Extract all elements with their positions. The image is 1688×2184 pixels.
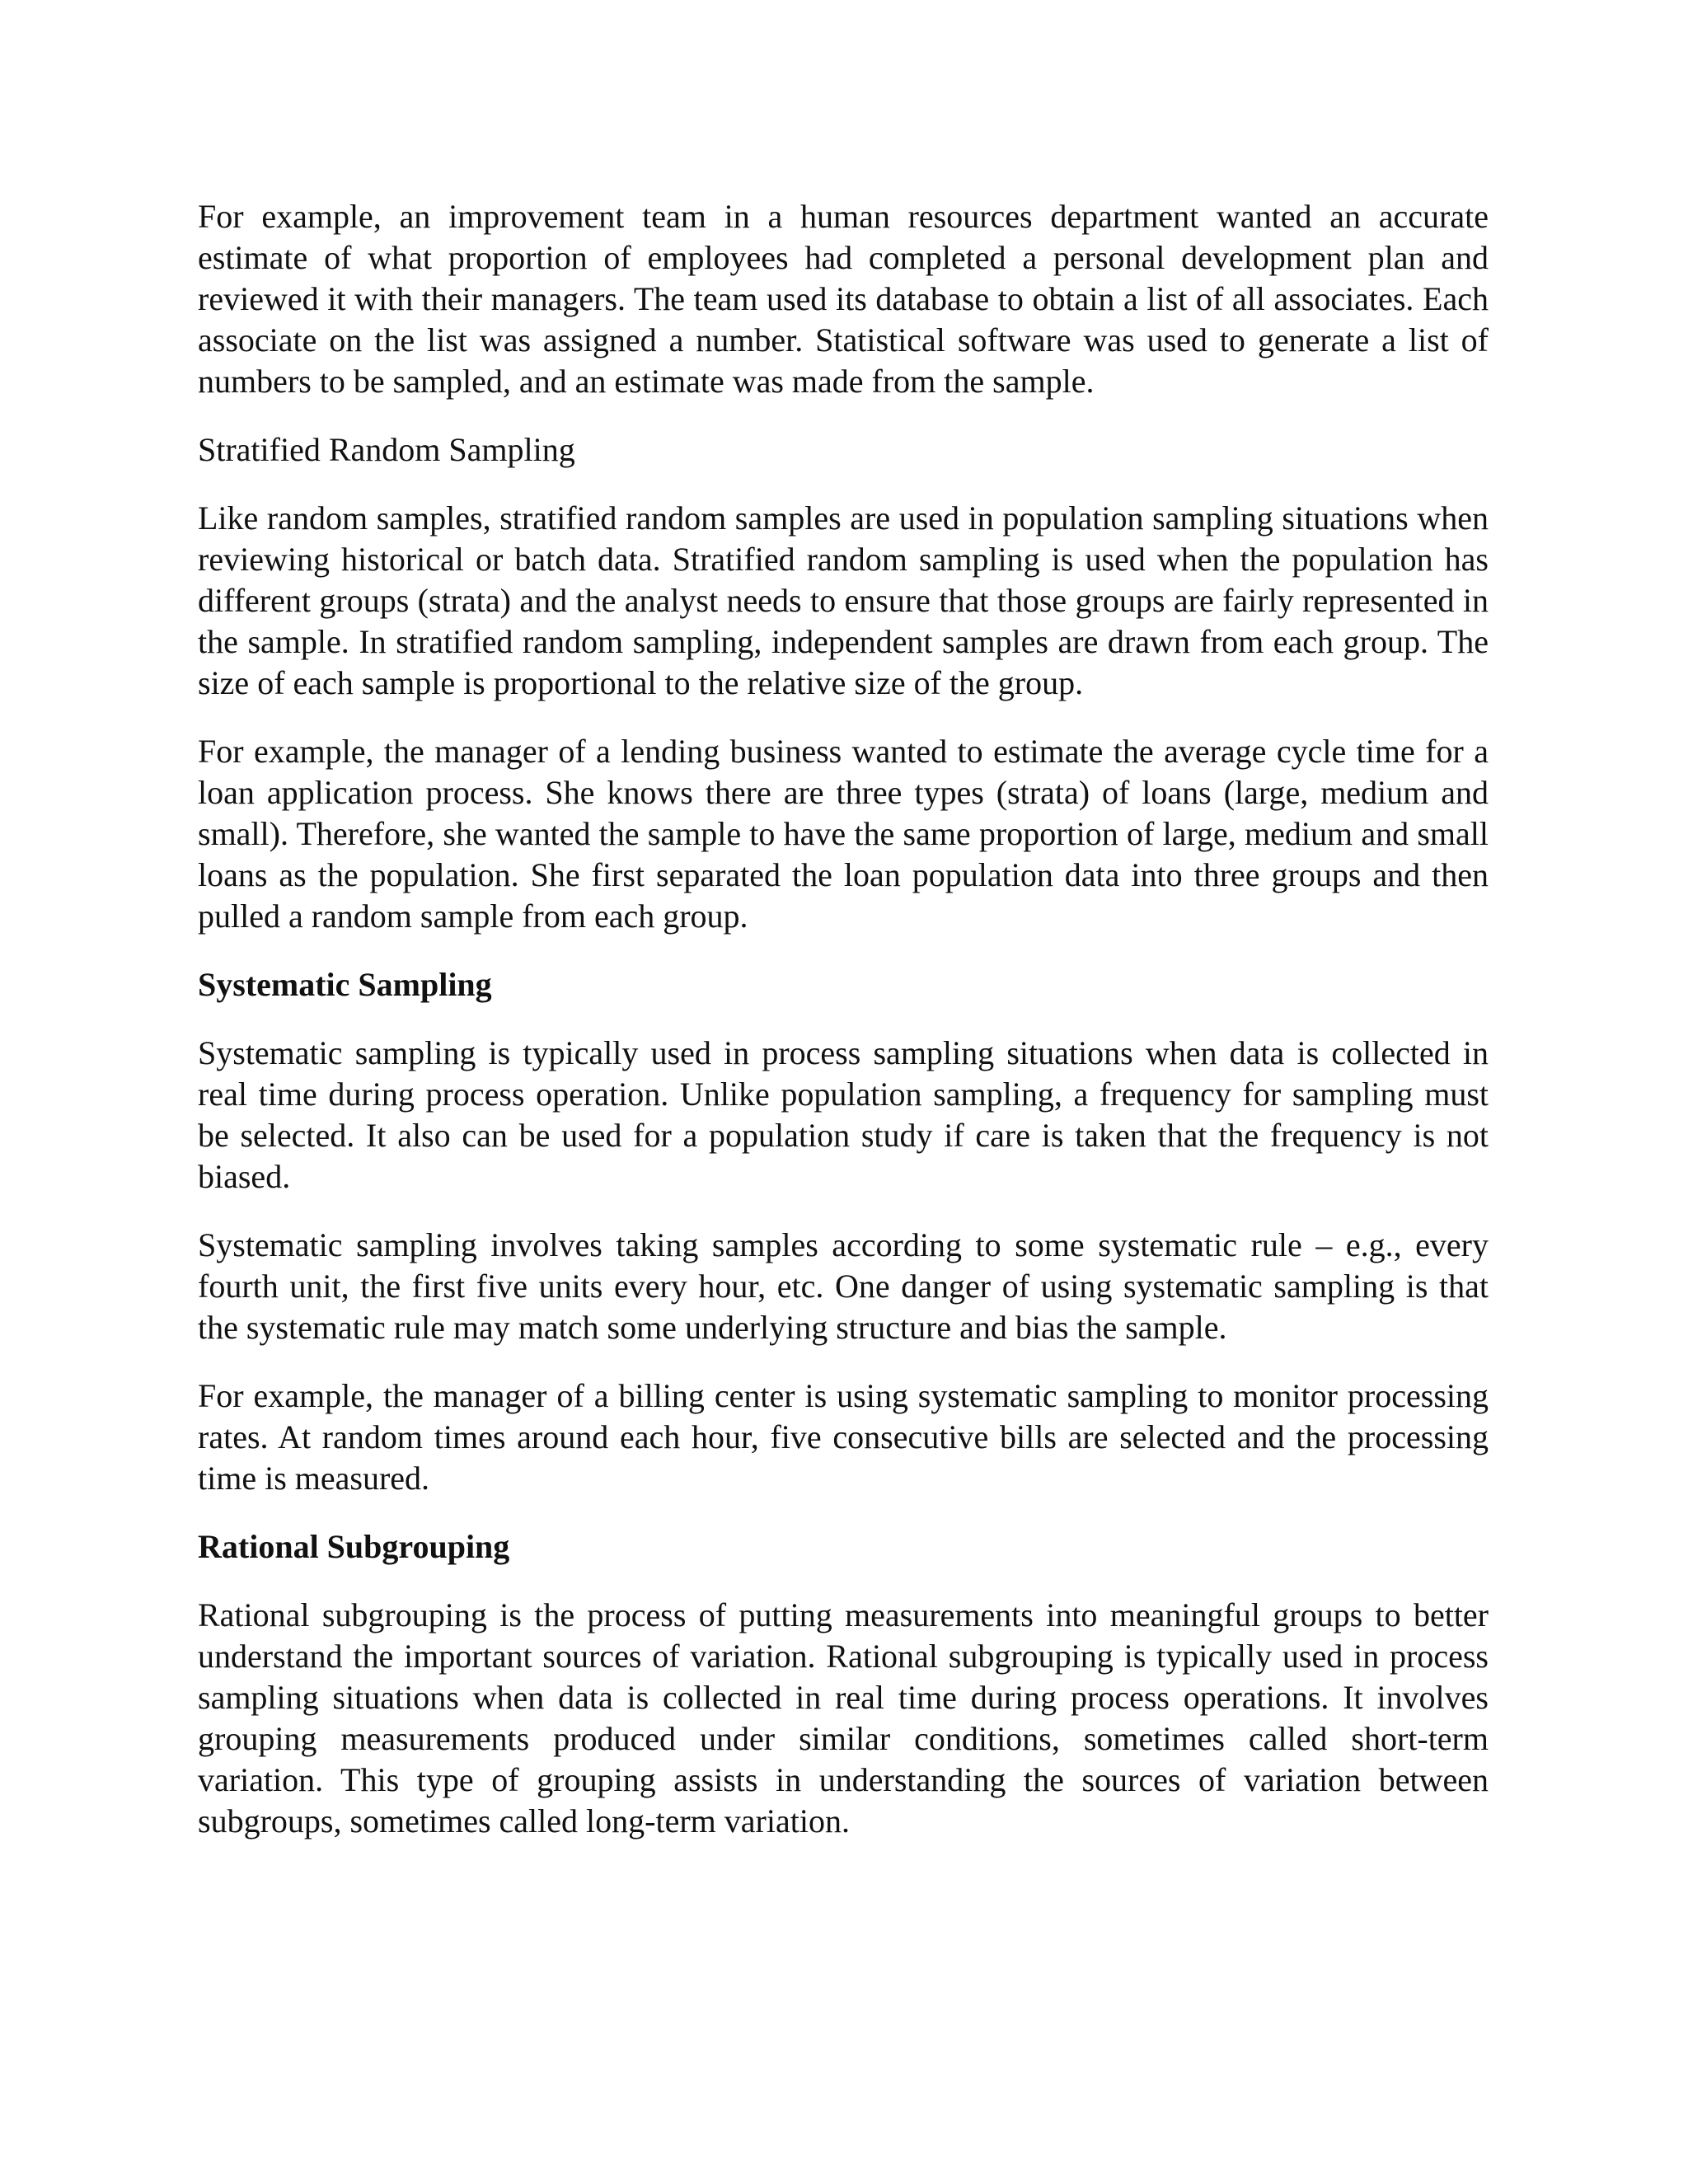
heading-rational-subgrouping: Rational Subgrouping [198, 1528, 510, 1565]
heading-stratified-random-sampling: Stratified Random Sampling [198, 431, 575, 468]
paragraph-hr-example: For example, an improvement team in a human resources department wanted an accurate estimate of what proportion of employees had completed a personal development plan and reviewed it with their managers. The team used its database to obtain a list of all associates. Each associate on the list was assigned a number. Statistical software was used to generate a list of numbers to be sampled, and an estimate was made from the sample. [198, 198, 1489, 400]
paragraph-billing-example: For example, the manager of a billing center is using systematic sampling to monitor processing rates. At random times around each hour, five consecutive bills are selected and the processing time is measured. [198, 1377, 1489, 1497]
document-page [198, 196, 1489, 1869]
paragraph-rational-subgrouping: Rational subgrouping is the process of putting measurements into meaningful groups to better understand the important sources of variation. Rational subgrouping is typically used in process sampling situations when data is collected in real time during process operations. It involves grouping measurements produced under similar conditions, sometimes called short-term variation. This type of grouping assists in understanding the sources of variation between subgroups, sometimes called long-term variation. [198, 1596, 1489, 1840]
paragraph-lending-example: For example, the manager of a lending business wanted to estimate the average cycle time for a loan application process. She knows there are three types (strata) of loans (large, medium and small). Therefore, she wanted the sample to have the same proportion of large, medium and small loans as the population. She first separated the loan population data into three groups and then pulled a random sample from each group. [198, 733, 1489, 935]
paragraph-systematic-rule: Systematic sampling involves taking samples according to some systematic rule – e.g., every fourth unit, the first five units every hour, etc. One danger of using systematic sampling is that the systematic rule may match some underlying structure and bias the sample. [198, 1226, 1489, 1346]
paragraph-systematic-definition: Systematic sampling is typically used in process sampling situations when data is collected in real time during process operation. Unlike population sampling, a frequency for sampling must be selected. It also can be used for a population study if care is taken that the frequency is not biased. [198, 1034, 1489, 1195]
paragraph-stratified-definition: Like random samples, stratified random samples are used in population sampling situations when reviewing historical or batch data. Stratified random sampling is used when the population has different groups (strata) and the analyst needs to ensure that those groups are fairly represented in the sample. In stratified random sampling, independent samples are drawn from each group. The size of each sample is proportional to the relative size of the group. [198, 499, 1489, 701]
heading-systematic-sampling: Systematic Sampling [198, 966, 492, 1003]
